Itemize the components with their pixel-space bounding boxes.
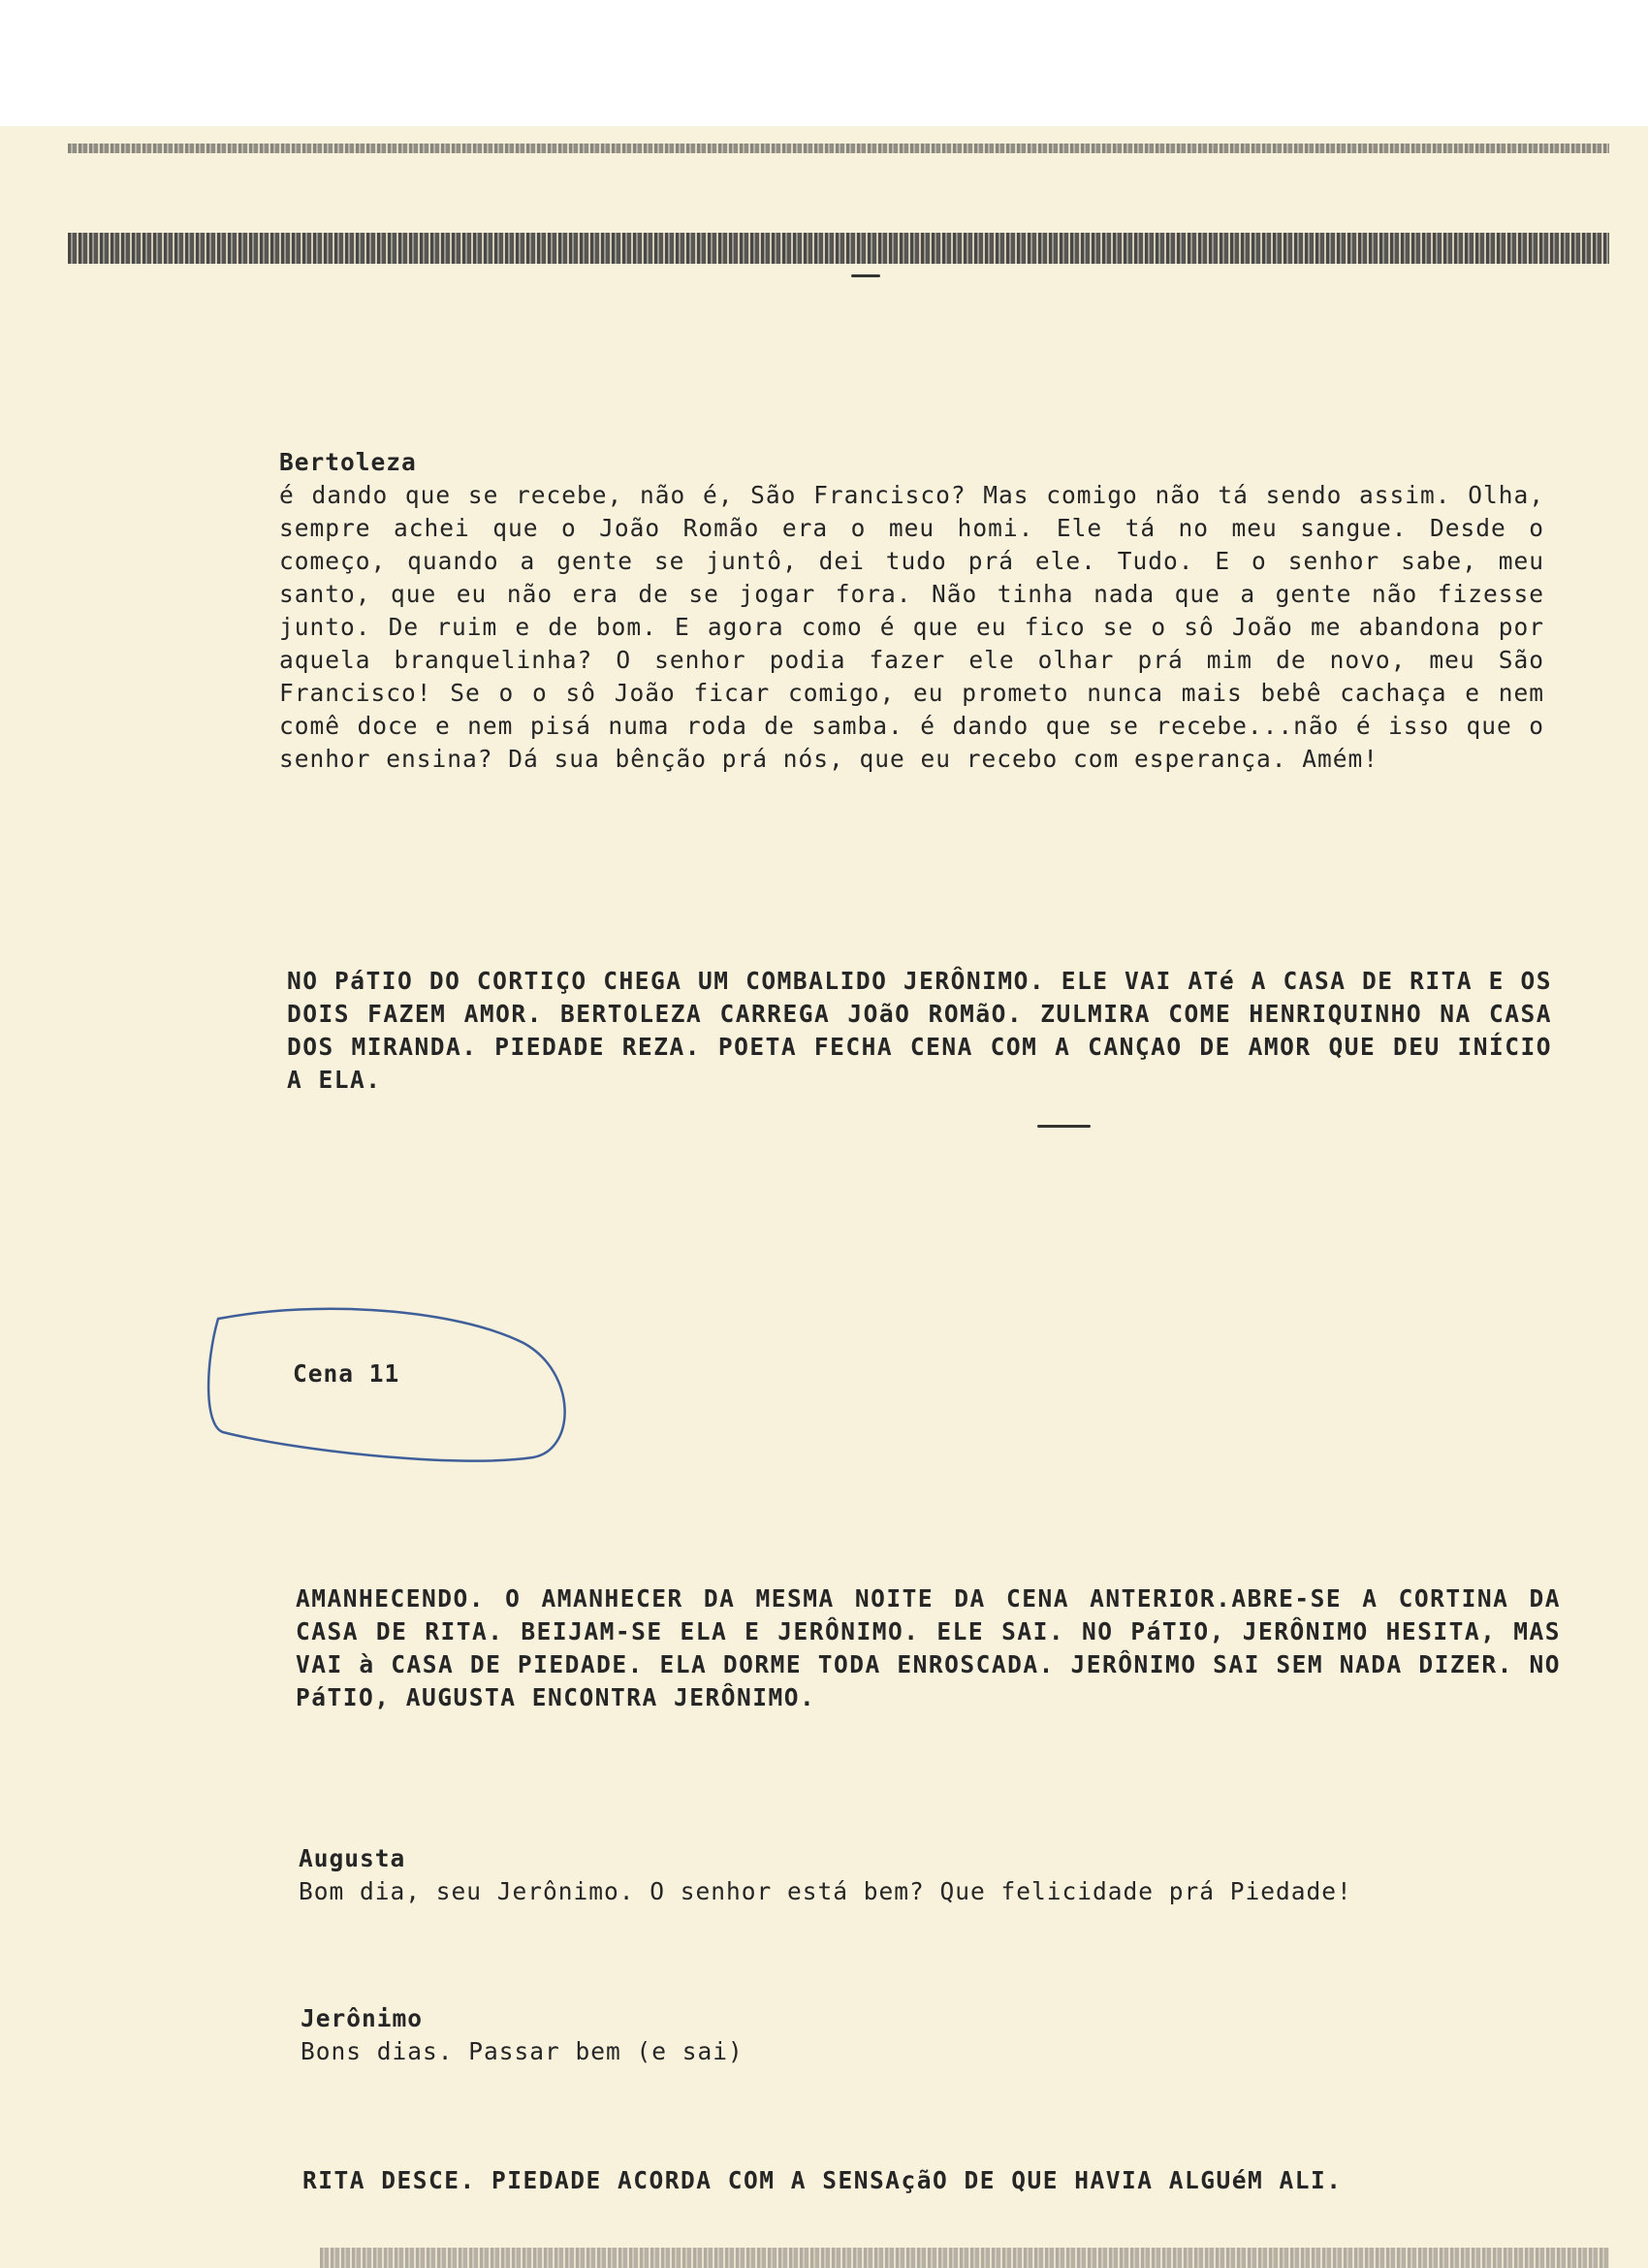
dialogue-augusta bbox=[299, 1842, 1564, 1908]
stage-direction: AMANHECENDO. O AMANHECER DA MESMA NOITE DA CENA ANTERIOR.ABRE-SE A CORTINA DA CASA DE RITA. BEIJAM-SE ELA E JERÔNIMO. ELE SAI. NO PáTIO, JERÔNIMO HESITA, MAS VAI à CASA DE PIEDADE. ELA DORME TODA ENROSCADA. JERÔNIMO SAI SEM NADA DIZER. NO PáTIO, AUGUSTA ENCONTRA JERÔNIMO. bbox=[296, 1584, 1561, 1711]
stray-mark bbox=[851, 274, 880, 277]
scan-noise-top-thin bbox=[68, 144, 1609, 153]
stage-direction: RITA DESCE. PIEDADE ACORDA COM A SENSAçãO DE QUE HAVIA ALGUéM ALI. bbox=[302, 2166, 1343, 2194]
speaker-name: Jerônimo bbox=[301, 2004, 424, 2032]
speech-text: é dando que se recebe, não é, São Francisco? Mas comigo não tá sendo assim. Olha, sempre achei que o João Romão era o meu homi. Ele tá no meu sangue. Desde o começo, quando a gente se juntô, dei tudo prá ele. Tudo. E o senhor sabe, meu santo, que eu não era de se jogar fora. Não tinha nada que a gente não fizesse junto. De ruim e de bom. E agora como é que eu fico se o sô João me abandona por aquela branquelinha? O senhor podia fazer ele olhar prá mim de novo, meu São Francisco! Se o o sô João ficar comigo, eu prometo nunca mais bebê cachaça e nem comê doce e nem pisá numa roda de samba. é dando que se recebe...não é isso que o senhor ensina? Dá sua bênção prá nós, que eu recebo com esperança. Amém! bbox=[279, 481, 1544, 773]
speech-text: Bons dias. Passar bem (e sai) bbox=[301, 2037, 744, 2065]
speaker-name: Bertoleza bbox=[279, 448, 417, 476]
scan-noise-top-band bbox=[68, 233, 1609, 264]
dialogue-jeronimo bbox=[301, 2002, 1561, 2068]
stray-mark bbox=[1037, 1125, 1091, 1128]
dialogue-bertoleza bbox=[279, 446, 1544, 776]
speaker-name: Augusta bbox=[299, 1844, 406, 1872]
scene-title: Cena 11 bbox=[293, 1359, 400, 1388]
scan-noise-bottom bbox=[320, 2248, 1609, 2268]
stage-direction: NO PáTIO DO CORTIÇO CHEGA UM COMBALIDO JERÔNIMO. ELE VAI ATé A CASA DE RITA E OS DOIS FAZEM AMOR. BERTOLEZA CARREGA JOãO ROMãO. ZULMIRA COME HENRIQUINHO NA CASA DOS MIRANDA. PIEDADE REZA. POETA FECHA CENA COM A CANÇAO DE AMOR QUE DEU INÍCIO A ELA. bbox=[287, 967, 1552, 1094]
speech-text: Bom dia, seu Jerônimo. O senhor está bem? Que felicidade prá Piedade! bbox=[299, 1877, 1352, 1905]
